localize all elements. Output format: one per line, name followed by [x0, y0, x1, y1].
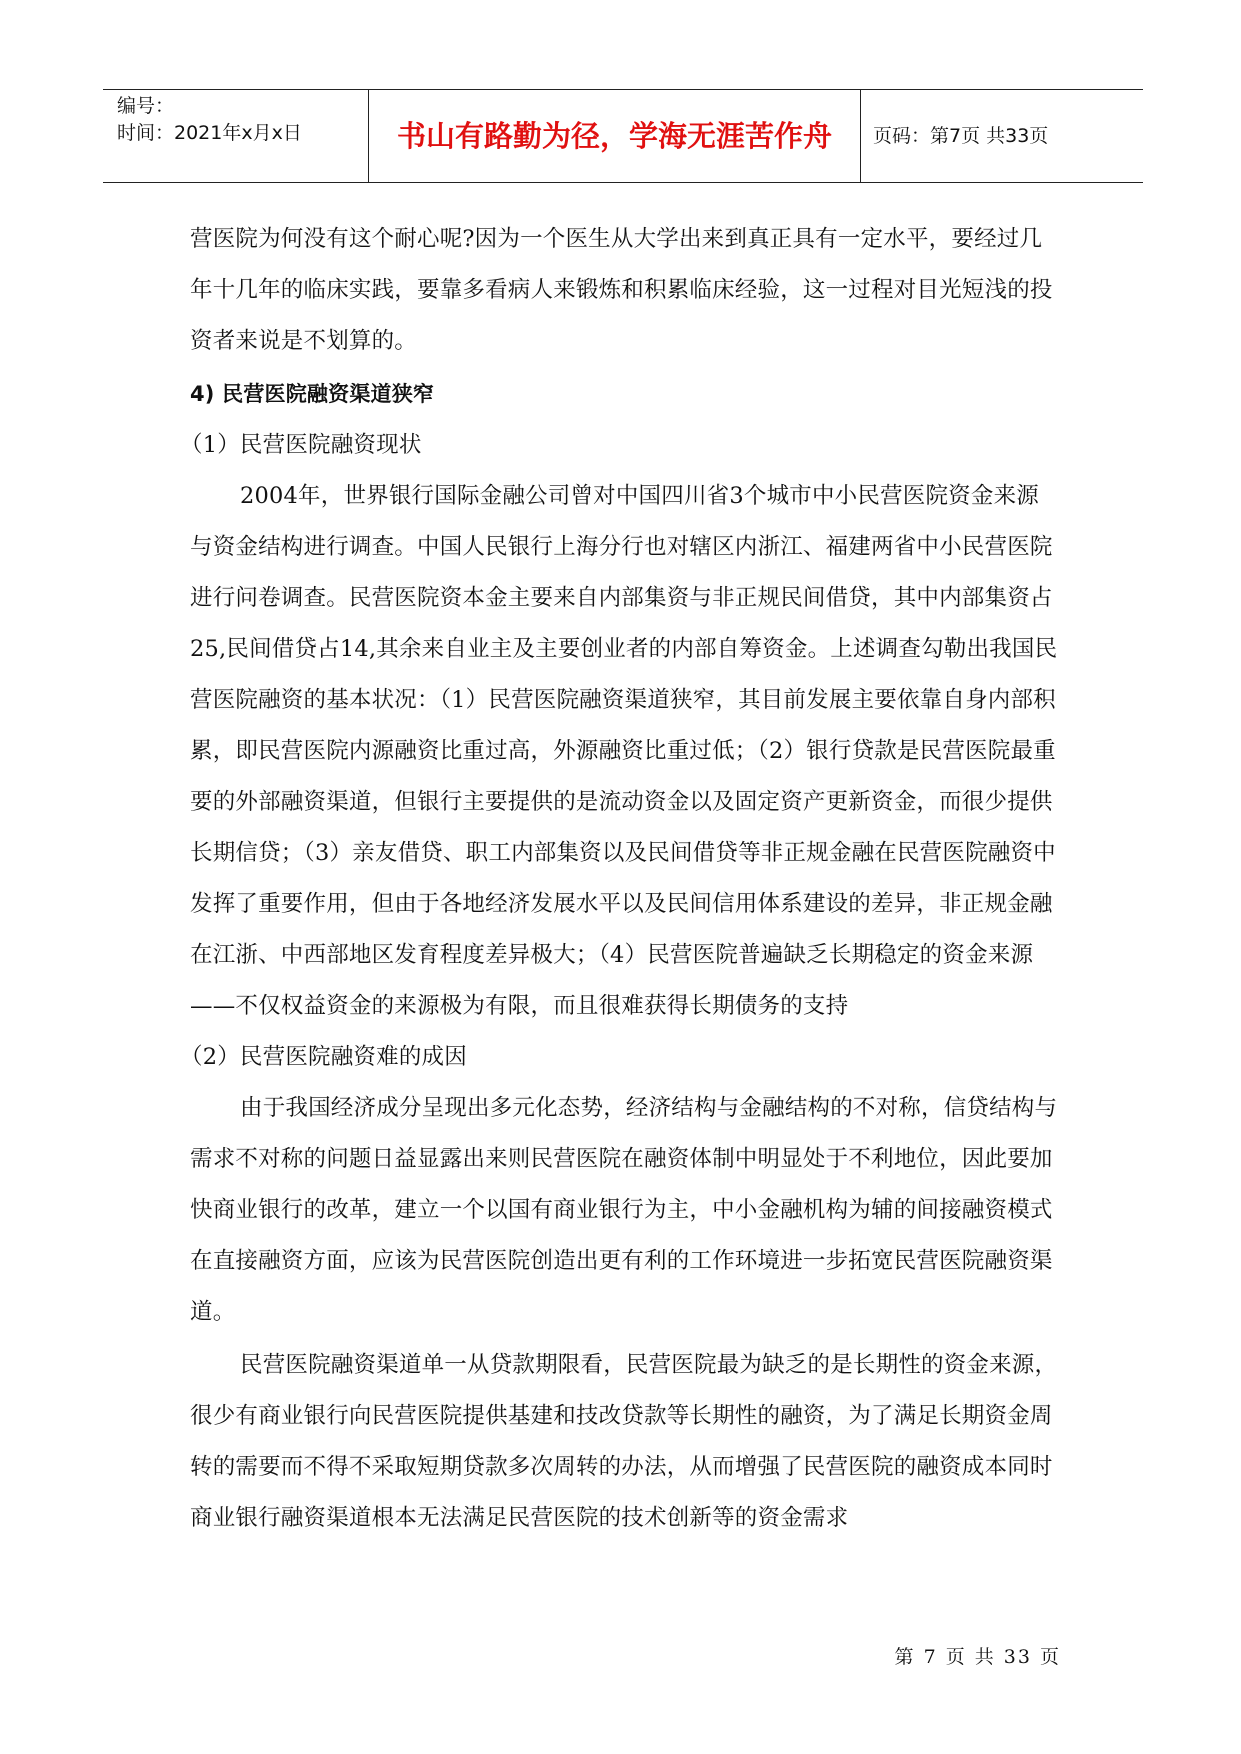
header-meta: [103, 90, 369, 182]
header-page-code: 页码：第7页 共33页: [873, 124, 1049, 147]
time-label: 时间：2021年x月x日: [117, 122, 302, 144]
number-label: 编号：: [117, 95, 175, 117]
subsection-heading: （1）民营医院融资现状: [180, 432, 422, 458]
header-motto: 书山有路勤为径，学海无涯苦作舟: [369, 90, 861, 182]
paragraph: 由于我国经济成分呈现出多元化态势，经济结构与金融结构的不对称，信贷结构与需求不对称的问题日益显露出来则民营医院在融资体制中明显处于不利地位，因此要加快商业银行的改革，建立一个以国有商业银行为主，中小金融机构为辅的间接融资模式在直接融资方面，应该为民营医院创造出更有利的工作环境进一步拓宽民营医院融资渠道。: [190, 1095, 1058, 1325]
subsection-heading: （2）民营医院融资难的成因: [180, 1044, 467, 1070]
section-heading: 4) 民营医院融资渠道狭窄: [190, 382, 435, 406]
paragraph: 2004年，世界银行国际金融公司曾对中国四川省3个城市中小民营医院资金来源与资金结构进行调查。中国人民银行上海分行也对辖区内浙江、福建两省中小民营医院进行问卷调查。民营医院资本金主要来自内部集资与非正规民间借贷，其中内部集资占25,民间借贷占14,其余来自业主及主要创业者的内部自筹资金。上述调查勾勒出我国民营医院融资的基本状况：（1）民营医院融资渠道狭窄，其目前发展主要依靠自身内部积累，即民营医院内源融资比重过高，外源融资比重过低；（2）银行贷款是民营医院最重要的外部融资渠道，但银行主要提供的是流动资金以及固定资产更新资金，而很少提供长期信贷；（3）亲友借贷、职工内部集资以及民间借贷等非正规金融在民营医院融资中发挥了重要作用，但由于各地经济发展水平以及民间信用体系建设的差异，非正规金融在江浙、中西部地区发育程度差异极大；（4）民营医院普遍缺乏长期稳定的资金来源——不仅权益资金的来源极为有限，而且很难获得长期债务的支持: [190, 483, 1058, 1019]
paragraph-continuation: 营医院为何没有这个耐心呢?因为一个医生从大学出来到真正具有一定水平，要经过几年十几年的临床实践，要靠多看病人来锻炼和积累临床经验，这一过程对目光短浅的投资者来说是不划算的。: [190, 226, 1053, 354]
document-body: [180, 214, 1060, 1544]
page-footer: 第 7 页 共 33 页: [894, 1646, 1061, 1668]
page-header: [103, 89, 1143, 183]
paragraph: 民营医院融资渠道单一从贷款期限看，民营医院最为缺乏的是长期性的资金来源，很少有商业银行向民营医院提供基建和技改贷款等长期性的融资，为了满足长期资金周转的需要而不得不采取短期贷款多次周转的办法，从而增强了民营医院的融资成本同时商业银行融资渠道根本无法满足民营医院的技术创新等的资金需求: [190, 1352, 1058, 1531]
